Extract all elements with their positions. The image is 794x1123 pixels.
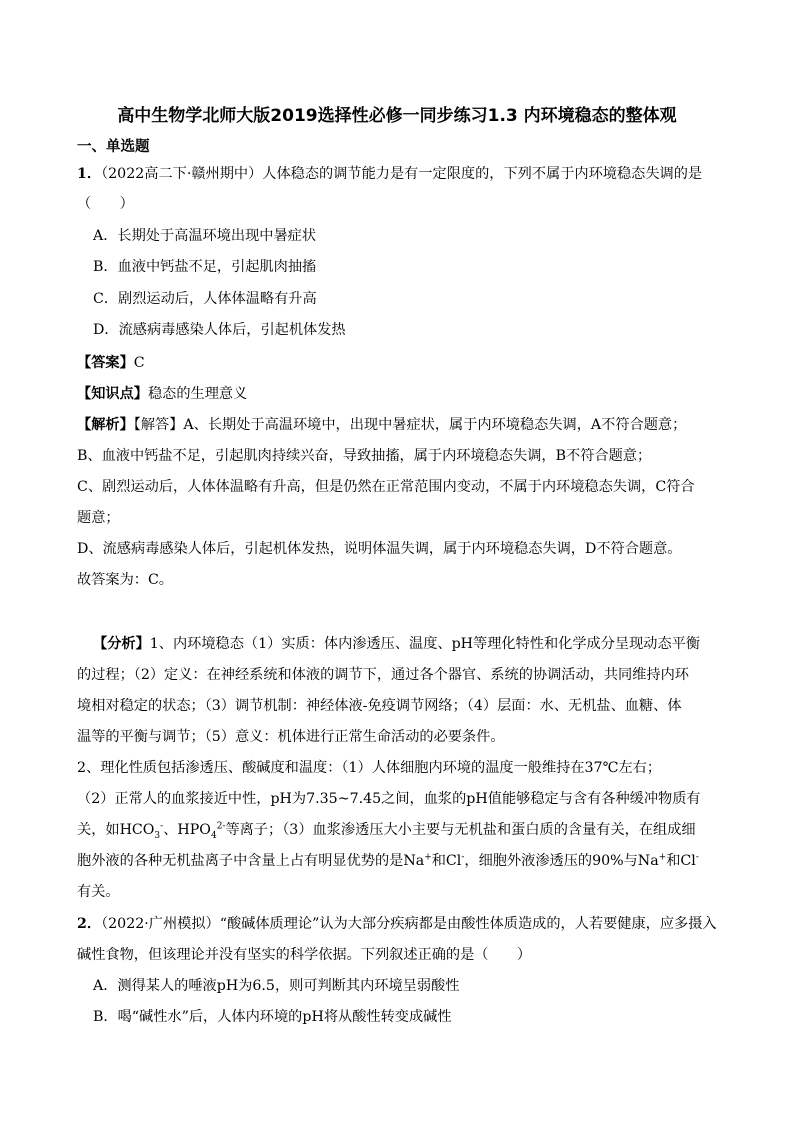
question-1-stem-text: 人体稳态的调节能力是有一定限度的，下列不属于内环境稳态失调的是	[262, 166, 703, 182]
section-heading: 一、单选题	[77, 139, 150, 155]
subscript: 4	[210, 830, 217, 841]
superscript: 2-	[216, 821, 226, 832]
subscript: 3	[154, 830, 161, 841]
analysis-text: 【解答】A、长期处于高温环境中，出现中暑症状，属于内环境稳态失调，A不符合题意；	[133, 417, 687, 433]
analysis-line-2: B、血液中钙盐不足，引起肌肉持续兴奋，导致抽搐，属于内环境稳态失调，B不符合题意；	[77, 448, 652, 464]
question-1-option-d: D．流感病毒感染人体后，引起机体发热	[93, 322, 346, 338]
fenxi-text: ，细胞外液渗透压的90%与Na	[464, 853, 659, 869]
superscript: -	[160, 821, 164, 832]
question-1-number: 1．	[77, 166, 102, 182]
question-2-option-a: A．测得某人的唾液pH为6.5，则可判断其内环境呈弱酸性	[93, 978, 460, 994]
superscript: -	[695, 852, 699, 863]
analysis-line-6: 故答案为：C。	[77, 572, 173, 588]
fenxi-line-7	[77, 820, 696, 840]
question-2-stem-line-2: 碱性食物，但该理论并没有坚实的科学依据。下列叙述正确的是（ ）	[77, 947, 532, 963]
analysis-line-4: 题意；	[77, 510, 120, 526]
fenxi-line-6: （2）正常人的血浆接近中性，pH为7.35~7.45之间，血浆的pH值能够稳定与含有各种缓冲物质有	[77, 791, 701, 807]
analysis-label: 【解析】	[77, 417, 134, 433]
question-1-stem	[77, 164, 702, 184]
knowledge-point-value: 稳态的生理意义	[147, 386, 248, 402]
question-2-stem	[77, 914, 717, 934]
question-1-source: （2022高二下·赣州期中）	[101, 166, 263, 182]
fenxi-line-5: 2、理化性质包括渗透压、酸碱度和温度：（1）人体细胞内环境的温度一般维持在37℃左右；	[77, 760, 662, 776]
fenxi-line-9: 有关。	[77, 884, 120, 900]
question-2-option-b: B．喝“碱性水”后，人体内环境的pH将从酸性转变成碱性	[93, 1009, 452, 1025]
document-title: 高中生物学北师大版2019选择性必修一同步练习1.3 内环境稳态的整体观	[117, 106, 677, 126]
fenxi-label: 【分析】	[93, 636, 150, 652]
question-1-knowledge-point	[77, 384, 247, 404]
fenxi-text: 胞外液的各种无机盐离子中含量上占有明显优势的是Na	[77, 853, 425, 869]
question-1-option-a: A．长期处于高温环境出现中暑症状	[93, 228, 317, 244]
fenxi-text: 和Cl	[431, 853, 462, 869]
fenxi-text: 等离子；（3）血浆渗透压大小主要与无机盐和蛋白质的含量有关，在组成细	[225, 822, 696, 838]
fenxi-text: 关，如HCO	[77, 822, 155, 838]
question-1-option-c: C．剧烈运动后，人体体温略有升高	[93, 291, 317, 307]
superscript: +	[658, 852, 667, 863]
analysis-line-1	[77, 415, 686, 435]
question-1-answer	[77, 353, 145, 373]
fenxi-line-8	[77, 851, 699, 871]
knowledge-point-label: 【知识点】	[77, 386, 148, 402]
fenxi-line-4: 温等的平衡与调节；（5）意义：机体进行正常生命活动的必要条件。	[77, 729, 505, 745]
superscript: -	[461, 852, 465, 863]
superscript: +	[424, 852, 432, 863]
question-2-number: 2．	[77, 916, 102, 932]
question-1-option-b: B．血液中钙盐不足，引起肌肉抽搐	[93, 259, 317, 275]
question-2-stem-text: “酸碱体质理论”认为大部分疾病都是由酸性体质造成的，人若要健康，应多摄入	[219, 916, 717, 932]
question-2-source: （2022·广州模拟）	[101, 916, 220, 932]
answer-label: 【答案】	[77, 355, 134, 371]
fenxi-line-3: 境相对稳定的状态；（3）调节机制：神经体液-免疫调节网络；（4）层面：水、无机盐、血糖、体	[77, 698, 682, 714]
analysis-line-3: C、剧烈运动后，人体体温略有升高，但是仍然在正常范围内变动，不属于内环境稳态失调，C符合	[77, 479, 695, 495]
question-1-blank: （ ）	[77, 196, 134, 212]
fenxi-line-1	[93, 634, 700, 654]
fenxi-text: 和Cl	[666, 853, 696, 869]
fenxi-text: 1、内环境稳态（1）实质：体内渗透压、温度、pH等理化特性和化学成分呈现动态平衡	[149, 636, 701, 652]
answer-value: C	[133, 355, 145, 371]
fenxi-text: 、HPO	[163, 822, 211, 838]
analysis-line-5: D、流感病毒感染人体后，引起机体发热，说明体温失调，属于内环境稳态失调，D不符合题意。	[77, 541, 682, 557]
fenxi-line-2: 的过程；（2）定义：在神经系统和体液的调节下，通过各个器官、系统的协调活动，共同维持内环	[77, 667, 689, 683]
